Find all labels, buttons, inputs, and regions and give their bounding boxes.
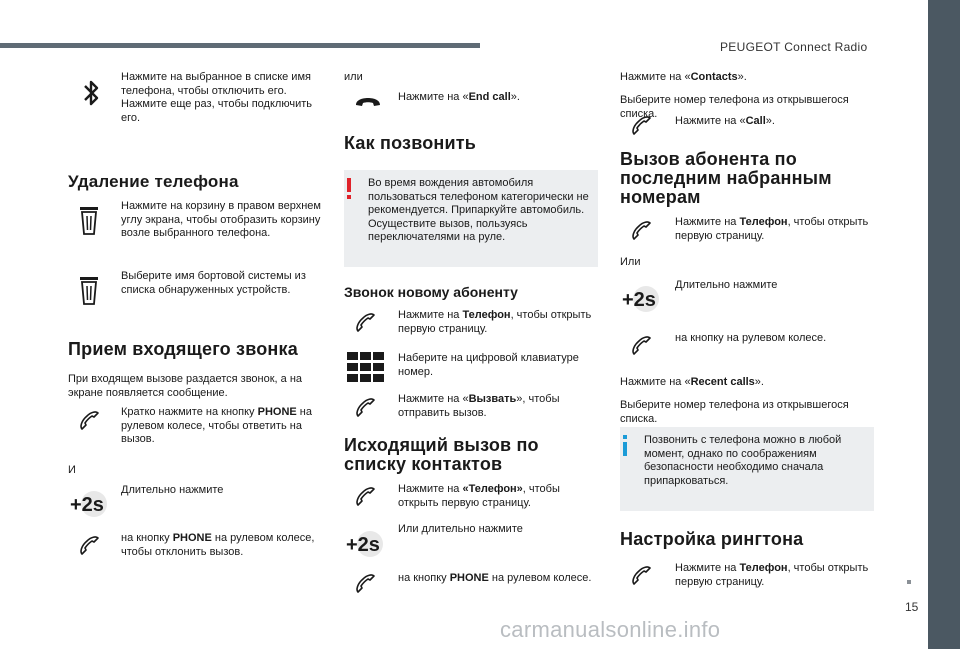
hang-up-icon xyxy=(354,96,382,108)
choose-number-text: Выберите номер телефона из открывшегося списка. xyxy=(620,94,849,120)
phone-handset-icon xyxy=(631,115,653,137)
page-marker xyxy=(907,580,911,584)
hold-2s-icon xyxy=(344,529,388,559)
or-label: И xyxy=(68,464,76,476)
bluetooth-icon xyxy=(80,76,102,110)
section-title-incoming-call: Прием входящего звонка xyxy=(68,339,298,359)
info-icon xyxy=(620,435,630,457)
svg-text:+2s: +2s xyxy=(346,534,380,556)
choose-number-text-2: Выберите номер телефона из открывшегося списка. xyxy=(620,399,849,425)
call-instruction: Нажмите на «Call». xyxy=(675,115,775,127)
phone-handset-icon xyxy=(355,573,377,595)
phone-handset-icon xyxy=(631,220,653,242)
section-title-delete-phone: Удаление телефона xyxy=(68,172,239,191)
phone-menu-instruction-3: Нажмите на Телефон, чтобы открыть первую страницу. xyxy=(675,216,869,242)
hold-2s-icon xyxy=(620,284,664,314)
answer-instruction: Кратко нажмите на кнопку PHONE на рулевом колесе, чтобы ответить на вызов. xyxy=(121,406,312,445)
phone-handset-icon xyxy=(79,535,101,557)
section-title-recent-calls: Вызов абонента по последним набранным номерам xyxy=(620,149,832,207)
ringtone-instruction: Нажмите на Телефон, чтобы открыть первую страницу. xyxy=(675,562,869,588)
trash-icon xyxy=(77,204,101,236)
side-tab xyxy=(928,0,960,649)
keypad-instruction: Наберите на цифровой клавиатуре номер. xyxy=(398,352,579,378)
page-number: 15 xyxy=(905,600,919,614)
hold-2s-icon xyxy=(68,489,112,519)
phone-menu-instruction-2: Нажмите на «Телефон», чтобы открыть первую страницу. xyxy=(398,483,560,509)
trash-instruction-1: Нажмите на корзину в правом верхнем углу экрана, чтобы отобразить корзину возле выбранного телефона. xyxy=(121,200,321,239)
wheel-button-instruction: на кнопку PHONE на рулевом колесе. xyxy=(398,572,592,584)
bluetooth-instruction: Нажмите на выбранное в списке имя телефона, чтобы отключить его. Нажмите еще раз, чтобы подключить его. xyxy=(121,71,312,124)
top-rule xyxy=(0,43,480,48)
incoming-call-intro: При входящем вызове раздается звонок, а на экране появляется сообщение. xyxy=(68,373,303,399)
end-call-instruction: Нажмите на «End call». xyxy=(398,91,520,103)
phone-handset-icon xyxy=(355,486,377,508)
warning-icon xyxy=(344,178,354,200)
trash-instruction-2: Выберите имя бортовой системы из списка обнаруженных устройств. xyxy=(121,270,306,296)
reject-instruction: на кнопку PHONE на рулевом колесе, чтобы отклонить вызов. xyxy=(121,532,315,558)
phone-handset-icon xyxy=(79,410,101,432)
phone-handset-icon xyxy=(355,312,377,334)
contacts-instruction: Нажмите на «Contacts». xyxy=(620,71,747,83)
watermark: carmanualsonline.info xyxy=(500,617,721,642)
phone-menu-instruction: Нажмите на Телефон, чтобы открыть первую страницу. xyxy=(398,309,592,335)
keypad-icon xyxy=(347,352,385,382)
section-title-new-contact: Звонок новому абоненту xyxy=(344,284,518,300)
or-long-press-label: Или длительно нажмите xyxy=(398,523,523,535)
section-title-ringtone: Настройка рингтона xyxy=(620,529,804,549)
warning-text: Во время вождения автомобиля пользоваться телефоном категорически не рекомендуется. Припаркуйте автомобиль. Осуществите вызов, пользуясь переключателями на руле. xyxy=(368,177,589,243)
wheel-button-instruction: на кнопку на рулевом колесе. xyxy=(675,332,827,344)
phone-handset-icon xyxy=(355,397,377,419)
long-press-label: Длительно нажмите xyxy=(121,484,224,496)
or-label: Или xyxy=(620,256,641,268)
svg-text:+2s: +2s xyxy=(70,494,104,516)
info-text: Позвонить с телефона можно в любой момент, однако по соображениям безопасности необходимо сначала припарковаться. xyxy=(644,434,842,487)
phone-handset-icon xyxy=(631,565,653,587)
section-title-how-to-call: Как позвонить xyxy=(344,133,477,153)
dial-instruction: Нажмите на «Вызвать», чтобы отправить вызов. xyxy=(398,393,560,419)
svg-text:+2s: +2s xyxy=(622,289,656,311)
section-title-call-from-contacts: Исходящий вызов по списку контактов xyxy=(344,435,539,474)
page-header: PEUGEOT Connect Radio xyxy=(720,40,868,54)
or-label: или xyxy=(344,71,363,83)
recent-calls-instruction: Нажмите на «Recent calls». xyxy=(620,376,764,388)
trash-icon xyxy=(77,274,101,306)
phone-handset-icon xyxy=(631,335,653,357)
info-note xyxy=(620,427,874,511)
warning-note xyxy=(344,170,598,267)
long-press-label: Длительно нажмите xyxy=(675,279,778,291)
